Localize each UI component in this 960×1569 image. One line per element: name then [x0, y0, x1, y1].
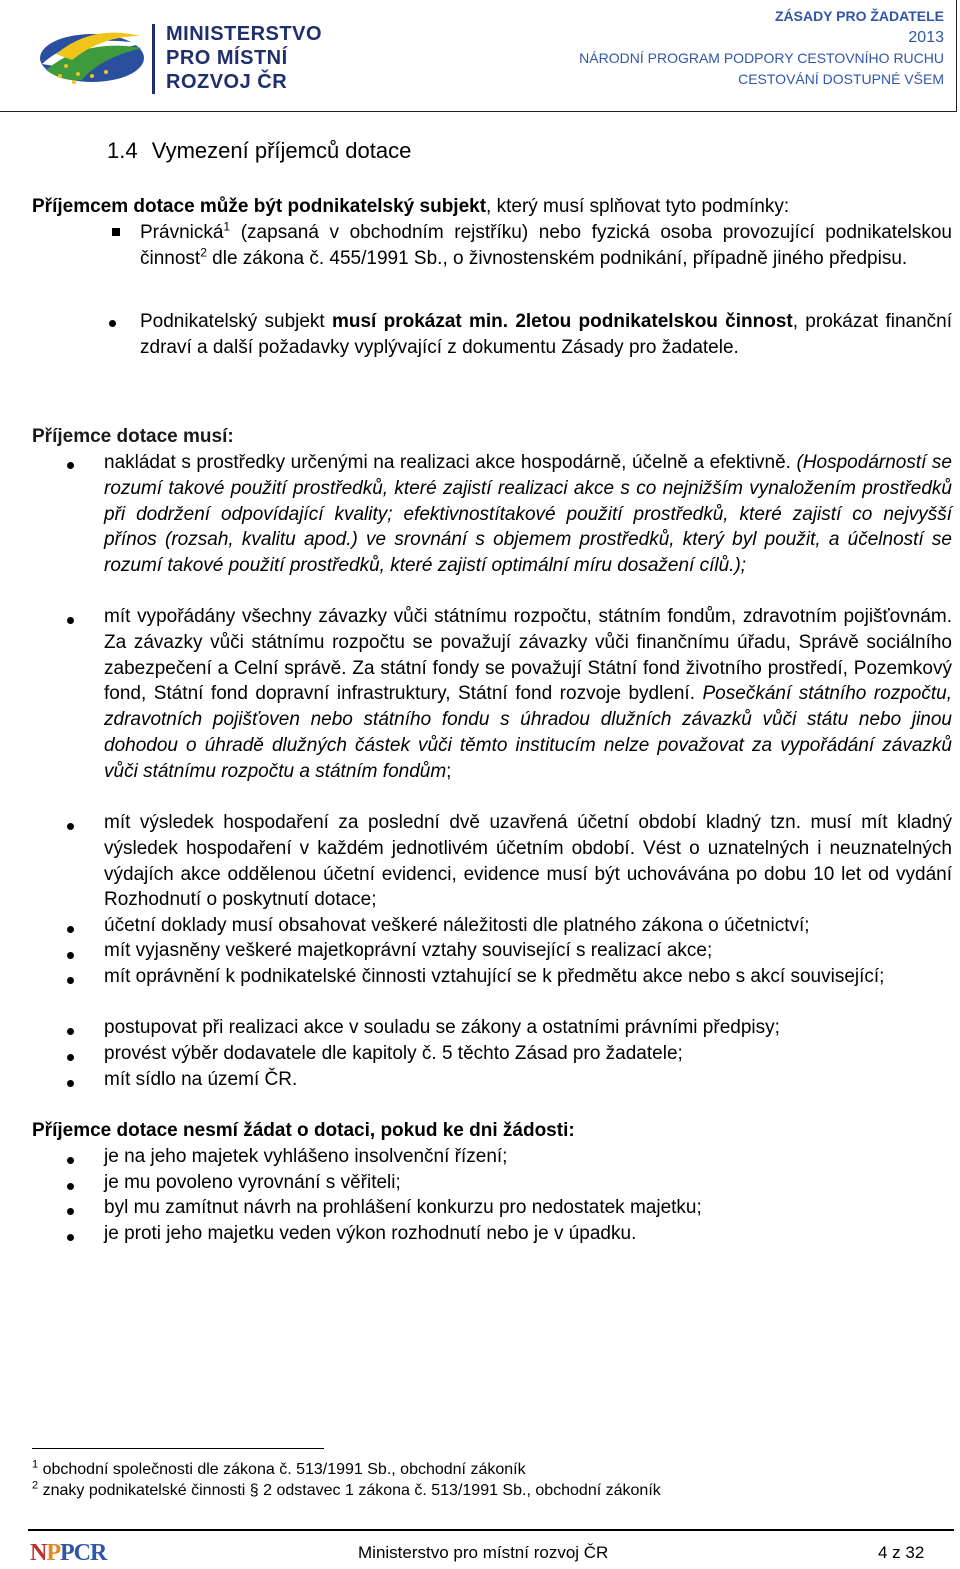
round-bullet-icon: [67, 1157, 74, 1164]
condition-1-text-c: dle zákona č. 455/1991 Sb., o živnostenském podnikání, případně jiného předpisu.: [206, 247, 908, 269]
logo-line-2: PRO MÍSTNÍ: [166, 47, 288, 69]
round-bullet-icon: [67, 1054, 74, 1061]
header-doc-title: ZÁSADY PRO ŽADATELE: [774, 8, 944, 24]
header-program: NÁRODNÍ PROGRAM PODPORY CESTOVNÍHO RUCHU: [579, 50, 944, 66]
intro-paragraph: [32, 194, 952, 220]
footnote-2-number: 2: [32, 1479, 39, 1492]
round-bullet-icon: [67, 926, 74, 933]
round-bullet-icon: [67, 1183, 74, 1190]
must-item-9: mít sídlo na území ČR.: [104, 1069, 298, 1090]
intro-rest: , který musí splňovat tyto podmínky:: [486, 196, 790, 217]
footnote-1: [32, 1460, 526, 1480]
condition-2-text-a: Podnikatelský subjekt: [140, 311, 332, 332]
must-heading: [32, 424, 952, 450]
must-item-3: mít výsledek hospodaření za poslední dvě uzavřená účetní období kladný tzn. musí mít kladný výsledek hospodaření v každém jednotlivém účetním období. Vést o uznatelných i neuznatelných výdajích akce oddělenou účetní evidenci, evidence musí být uchovávána po dobu 10 let od vydání Rozhodnutí o poskytnutí dotace;: [104, 812, 952, 911]
ministry-logo-text: [166, 22, 322, 94]
condition-item-1: [140, 220, 952, 272]
round-bullet-icon: [67, 823, 74, 830]
condition-2-bold: musí prokázat min. 2letou podnikatelskou činnost: [331, 311, 793, 332]
round-bullet-icon: [67, 1234, 74, 1241]
must-item-2: [104, 604, 952, 785]
logo-line-3: ROZVOJ ČR: [166, 71, 288, 93]
condition-1-text-a: Právnická: [140, 222, 224, 243]
must-item-2-italic: Posečkání státního rozpočtu, zdravotních pojišťoven nebo státního fondu s úhradou dlužních závazků vůči státu nebo jinou dohodou o úhradě dlužných částek vůči těmto institucím nelze považovat za vypořádání závazků vůči státnímu rozpočtu a státním fondům: [104, 683, 953, 782]
round-bullet-icon: [67, 462, 74, 469]
condition-2-text-b: , prokázat finanční zdraví a další požadavky vyplývající z dokumentu Zásady pro žadatele.: [140, 311, 952, 358]
round-bullet-icon: [67, 977, 74, 984]
round-bullet-icon: [67, 617, 74, 624]
footnote-2: [32, 1481, 661, 1501]
footnote-1-number: 1: [32, 1458, 39, 1471]
must-not-heading: [32, 1118, 952, 1144]
footnote-2-text: znaky podnikatelské činnosti § 2 odstavec 1 zákona č. 513/1991 Sb., obchodní zákoník: [42, 1482, 661, 1499]
header-year: 2013: [908, 29, 944, 46]
must-not-item-2: je mu povoleno vyrovnání s věřiteli;: [104, 1172, 401, 1193]
header-subprogram: CESTOVÁNÍ DOSTUPNÉ VŠEM: [738, 71, 944, 87]
must-item-8: provést výběr dodavatele dle kapitoly č. 5 těchto Zásad pro žadatele;: [104, 1043, 683, 1064]
must-not-item-3: byl mu zamítnut návrh na prohlášení konkurzu pro nedostatek majetku;: [104, 1197, 702, 1218]
must-heading-text: Příjemce dotace musí:: [32, 426, 234, 447]
section-number: 1.4: [107, 138, 138, 163]
condition-1-text-b: (zapsaná v obchodním rejstříku) nebo fyzická osoba provozující podnikatelskou činnost: [140, 222, 952, 269]
round-bullet-icon: [67, 1208, 74, 1215]
must-item-6: mít oprávnění k podnikatelské činnosti vztahující se k předmětu akce nebo s akcí související;: [104, 966, 885, 987]
square-bullet-icon: [112, 228, 120, 236]
section-title: Vymezení příjemců dotace: [151, 138, 412, 163]
must-item-7: postupovat při realizaci akce v souladu se zákony a ostatními právními předpisy;: [104, 1017, 780, 1038]
footnote-rule: [32, 1448, 324, 1449]
round-bullet-icon: [67, 952, 74, 959]
footnote-ref-2[interactable]: 2: [200, 245, 207, 260]
footnote-1-text: obchodní společnosti dle zákona č. 513/1991 Sb., obchodní zákoník: [42, 1461, 526, 1478]
must-item-1: [104, 450, 952, 579]
intro-bold: Příjemcem dotace může být podnikatelský subjekt: [32, 196, 487, 217]
must-item-2-text: mít vypořádány všechny závazky vůči státnímu rozpočtu, státním fondům, zdravotním pojišťovnám. Za závazky vůči státnímu rozpočtu se považují závazky vůči finančnímu úřadu, Správě sociálního zabezpečení a Celní správě. Za státní fondy se považují Státní fond životního prostředí, Pozemkový fond, Státní fond dopravní infrastruktury, Státní fond rozvoje bydlení.: [104, 606, 952, 705]
round-bullet-icon: [67, 1028, 74, 1035]
must-item-4: účetní doklady musí obsahovat veškeré náležitosti dle platného zákona o účetnictví;: [104, 915, 810, 936]
round-bullet-icon: [67, 1080, 74, 1087]
round-bullet-icon: [109, 320, 116, 327]
logo-line-1: MINISTERSTVO: [166, 23, 323, 45]
nppcr-logo: NPPCR: [30, 1540, 107, 1566]
footer-rule: [28, 1529, 954, 1531]
must-item-5: mít vyjasněny veškeré majetkoprávní vztahy související s realizací akce;: [104, 940, 713, 961]
condition-item-2: [140, 309, 952, 361]
page-number: 4 z 32: [878, 1543, 925, 1562]
logo-divider: [152, 24, 155, 94]
must-item-1-text: nakládat s prostředky určenými na realizaci akce hospodárně, účelně a efektivně.: [104, 452, 791, 473]
must-not-item-1: je na jeho majetek vyhlášeno insolvenční řízení;: [104, 1146, 508, 1167]
header-info: [579, 6, 944, 90]
must-item-1-italic: (Hospodárností se rozumí takové použití prostředků, které zajistí realizaci akce s co nejnižším vynaložením prostředků při dodržení odpovídající kvality; efektivnostítakové použití prostředků, které zajistí co nejvyšší přínos (rozsah, kvalitu apod.) ve srovnání s objemem prostředků, který byl použit, a účelností se rozumí takové použití prostředků, které zajistí optimální míru dosažení cílů.);: [104, 452, 953, 577]
section-heading: [107, 138, 411, 164]
must-item-2-end: ;: [446, 760, 452, 782]
footnote-ref-1[interactable]: 1: [223, 219, 231, 234]
must-not-item-4: je proti jeho majetku veden výkon rozhodnutí nebo je v úpadku.: [104, 1223, 637, 1244]
must-not-heading-text: Příjemce dotace nesmí žádat o dotaci, pokud ke dni žádosti:: [32, 1120, 575, 1141]
ministry-logo-icon: [36, 18, 154, 102]
footer-ministry: Ministerstvo pro místní rozvoj ČR: [358, 1543, 609, 1562]
